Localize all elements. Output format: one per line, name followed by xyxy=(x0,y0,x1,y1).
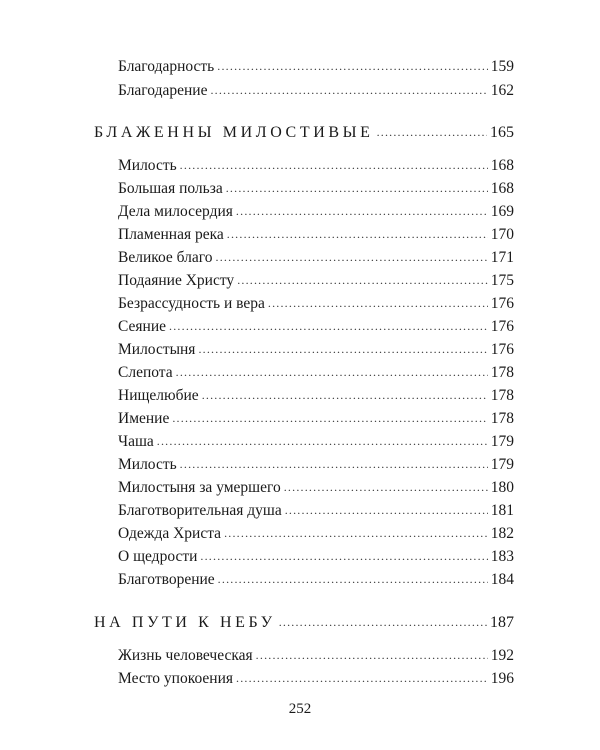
toc-entry xyxy=(118,292,514,316)
toc-entry-title: Благотворительная душа xyxy=(118,502,282,519)
toc-entry-title: Место упокоения xyxy=(118,670,233,687)
toc-entry-page: 178 xyxy=(490,410,514,427)
dot-leader xyxy=(285,498,488,522)
toc-section-title: НА ПУТИ К НЕБУ xyxy=(94,614,276,631)
toc-entry-page: 170 xyxy=(490,226,514,243)
dot-leader xyxy=(224,521,488,545)
toc-entry xyxy=(118,177,514,201)
toc-entry-title: О щедрости xyxy=(118,548,198,565)
toc-entry-page: 183 xyxy=(490,548,514,565)
toc-entry-title: Милостыня за умершего xyxy=(118,479,281,496)
toc-entry-title: Милость xyxy=(118,157,177,174)
toc-entry-title: Пламенная река xyxy=(118,226,224,243)
toc-entry xyxy=(118,407,514,431)
toc-entry-page: 196 xyxy=(490,670,514,687)
toc-entry-page: 176 xyxy=(490,295,514,312)
dot-leader xyxy=(172,406,487,430)
toc-entry-title: Жизнь человеческая xyxy=(118,647,253,664)
toc-entry xyxy=(118,644,514,668)
toc-entry-title: Нищелюбие xyxy=(118,387,199,404)
toc-entry xyxy=(118,338,514,362)
toc-entry-title: Подаяние Христу xyxy=(118,272,235,289)
toc-entry-page: 180 xyxy=(490,479,514,496)
toc-entry-title: Чаша xyxy=(118,433,154,450)
toc-entry xyxy=(118,430,514,454)
toc-section-heading xyxy=(94,121,514,145)
toc-entry xyxy=(118,453,514,477)
page-number: 252 xyxy=(288,701,312,717)
toc-entry xyxy=(118,476,514,500)
toc-entry-page: 169 xyxy=(490,203,514,220)
dot-leader xyxy=(200,544,487,568)
toc-section-heading xyxy=(94,611,514,635)
dot-leader xyxy=(236,666,488,690)
toc-entry-page: 171 xyxy=(490,249,514,266)
toc-entry-title: Имение xyxy=(118,410,170,427)
toc-entry-title: Дела милосердия xyxy=(118,203,233,220)
dot-leader xyxy=(279,610,487,634)
dot-leader xyxy=(217,54,487,78)
toc-entry-title: Сеяние xyxy=(118,318,167,335)
toc-entry-page: 168 xyxy=(490,157,514,174)
toc-entry-page: 175 xyxy=(490,272,514,289)
toc-entry-page: 179 xyxy=(490,456,514,473)
toc-entry xyxy=(118,315,514,339)
dot-leader xyxy=(176,360,488,384)
toc-entry-page: 178 xyxy=(490,387,514,404)
toc-entry-page: 184 xyxy=(490,571,514,588)
dot-leader xyxy=(227,222,488,246)
toc-entry xyxy=(118,545,514,569)
dot-leader xyxy=(377,120,487,144)
toc-entry xyxy=(118,269,514,293)
dot-leader xyxy=(237,268,488,292)
toc-entry-page: 159 xyxy=(490,58,514,75)
dot-leader xyxy=(256,643,488,667)
toc-entry-title: Благодарение xyxy=(118,82,208,99)
dot-leader xyxy=(284,475,488,499)
toc-entry xyxy=(118,79,514,103)
dot-leader xyxy=(218,567,488,591)
toc-entry-title: Милостыня xyxy=(118,341,196,358)
dot-leader xyxy=(198,337,487,361)
toc-entry-page: 178 xyxy=(490,364,514,381)
dot-leader xyxy=(216,245,488,269)
dot-leader xyxy=(157,429,488,453)
dot-leader xyxy=(226,176,488,200)
toc-entry-title: Безрассудность и вера xyxy=(118,295,265,312)
toc-entry-page: 181 xyxy=(490,502,514,519)
dot-leader xyxy=(180,153,488,177)
toc-entry-title: Одежда Христа xyxy=(118,525,222,542)
toc-entry xyxy=(118,568,514,592)
toc-entry-title: Благотворение xyxy=(118,571,215,588)
dot-leader xyxy=(202,383,488,407)
toc-entry xyxy=(118,361,514,385)
toc-entry xyxy=(118,223,514,247)
toc-section-page: 165 xyxy=(490,124,514,141)
toc-entry-title: Благодарность xyxy=(118,58,215,75)
dot-leader xyxy=(236,199,488,223)
toc-entry xyxy=(118,667,514,691)
toc-entry-title: Большая польза xyxy=(118,180,223,197)
dot-leader xyxy=(268,291,488,315)
toc-entry-page: 179 xyxy=(490,433,514,450)
toc-entry-page: 176 xyxy=(490,341,514,358)
toc-entry xyxy=(118,384,514,408)
dot-leader xyxy=(169,314,488,338)
toc-section-title: БЛАЖЕННЫ МИЛОСТИВЫЕ xyxy=(94,124,374,141)
toc-entry-page: 182 xyxy=(490,525,514,542)
toc-entry xyxy=(118,154,514,178)
dot-leader xyxy=(180,452,488,476)
toc-entry-title: Великое благо xyxy=(118,249,213,266)
toc-entry-title: Слепота xyxy=(118,364,173,381)
toc-entry xyxy=(118,499,514,523)
toc-entry xyxy=(118,200,514,224)
toc-entry-page: 168 xyxy=(490,180,514,197)
toc-entry-page: 176 xyxy=(490,318,514,335)
toc-section-page: 187 xyxy=(490,614,514,631)
toc-entry-page: 162 xyxy=(490,82,514,99)
toc-entry xyxy=(118,246,514,270)
toc-entry xyxy=(118,55,514,79)
toc-entry-title: Милость xyxy=(118,456,177,473)
dot-leader xyxy=(210,78,487,102)
toc-entry-page: 192 xyxy=(490,647,514,664)
toc-entry xyxy=(118,522,514,546)
